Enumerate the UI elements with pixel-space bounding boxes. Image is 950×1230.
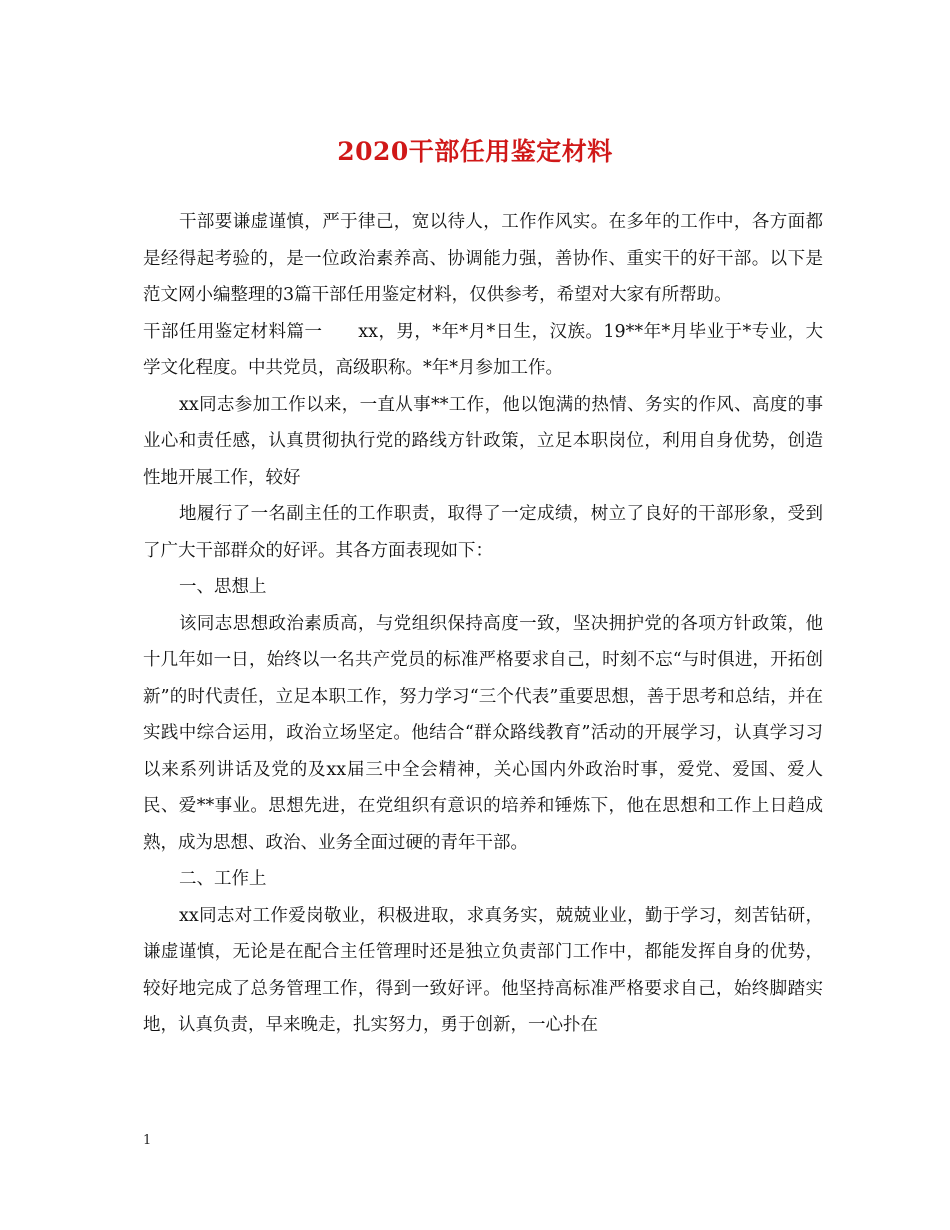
paragraph-part-one-header: 干部任用鉴定材料篇一 xx，男，*年*月*日生，汉族。19**年*月毕业于*专业，大学文化程度。中共党员，高级职称。*年*月参加工作。: [143, 321, 823, 378]
section-heading-ideology: 一、思想上: [179, 577, 267, 597]
document-body: [143, 204, 823, 1044]
paragraph-work: xx同志对工作爱岗敬业，积极进取，求真务实，兢兢业业，勤于学习，刻苦钻研，谦虚谨慎，无论是在配合主任管理时还是独立负责部门工作中，都能发挥自身的优势，较好地完成了总务管理工作，得到一致好评。他坚持高标准严格要求自己，始终脚踏实地，认真负责，早来晚走，扎实努力，勇于创新，一心扑在: [143, 905, 823, 1035]
section-heading-work: 二、工作上: [179, 869, 267, 889]
paragraph-overview: xx同志参加工作以来，一直从事**工作，他以饱满的热情、务实的作风、高度的事业心和责任感，认真贯彻执行党的路线方针政策，立足本职岗位，利用自身优势，创造性地开展工作，较好: [143, 394, 823, 488]
paragraph-performance: 地履行了一名副主任的工作职责，取得了一定成绩，树立了良好的干部形象，受到了广大干部群众的好评。其各方面表现如下：: [143, 504, 823, 561]
paragraph-intro: 干部要谦虚谨慎，严于律己，宽以待人，工作作风实。在多年的工作中，各方面都是经得起考验的，是一位政治素养高、协调能力强，善协作、重实干的好干部。以下是范文网小编整理的3篇干部任用鉴定材料，仅供参考，希望对大家有所帮助。: [143, 212, 823, 305]
page-number: 1: [143, 1133, 152, 1148]
document-title: 2020干部任用鉴定材料: [337, 137, 613, 166]
paragraph-ideology: 该同志思想政治素质高，与党组织保持高度一致，坚决拥护党的各项方针政策，他十几年如一日，始终以一名共产党员的标准严格要求自己，时刻不忘“与时俱进，开拓创新”的时代责任，立足本职工作，努力学习“三个代表”重要思想，善于思考和总结，并在实践中综合运用，政治立场坚定。他结合“群众路线教育”活动的开展学习，认真学习习以来系列讲话及党的及xx届三中全会精神，关心国内外政治时事，爱党、爱国、爱人民、爱**事业。思想先进，在党组织有意识的培养和锤炼下，他在思想和工作上日趋成熟，成为思想、政治、业务全面过硬的青年干部。: [143, 613, 823, 853]
